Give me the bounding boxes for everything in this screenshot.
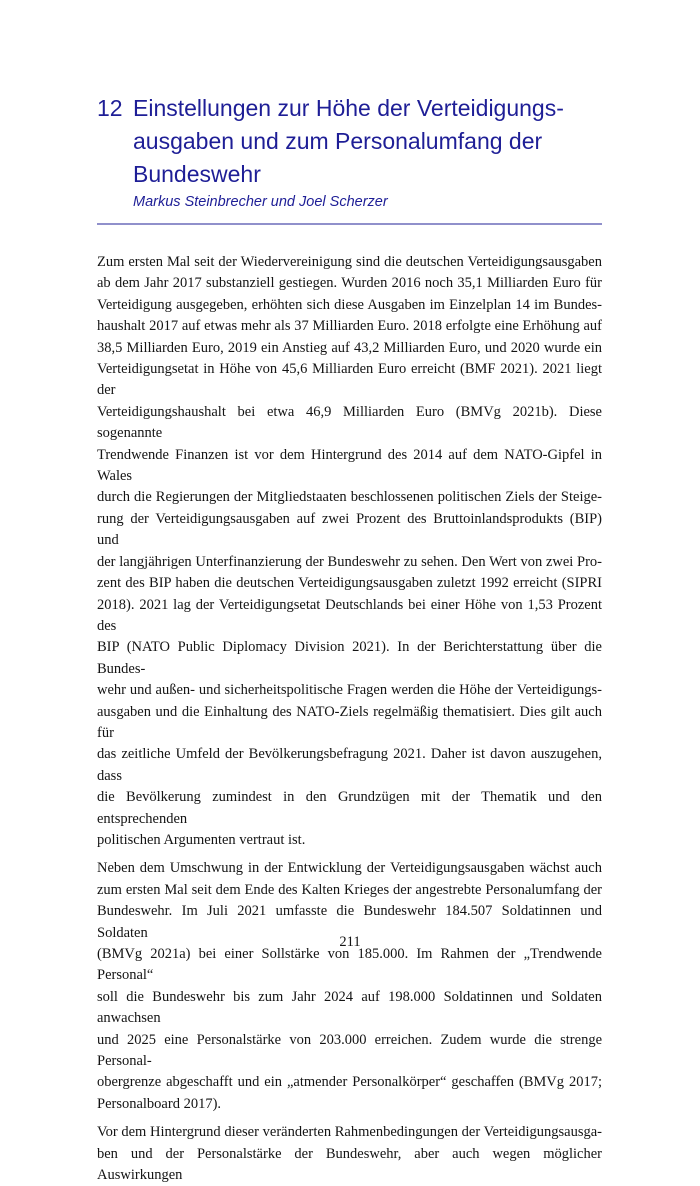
paragraph-line: ben und der Personalstärke der Bundeswehr, aber auch wegen möglicher Auswirkungen [97,1145,602,1184]
paragraph-line: politischen Argumenten vertraut ist. [97,831,306,848]
paragraph-line: 38,5 Milliarden Euro, 2019 ein Anstieg auf 43,2 Milliarden Euro, und 2020 wurde ein [97,339,602,356]
body-text [97,252,602,1186]
paragraph-line: der langjährigen Unterfinanzierung der Bundeswehr zu sehen. Den Wert von zwei Pro- [97,553,602,570]
paragraph-line: haushalt 2017 auf etwas mehr als 37 Milliarden Euro. 2018 erfolgte eine Erhöhung auf [97,318,602,335]
chapter-number: 12 [97,95,123,121]
paragraph-line: das zeitliche Umfeld der Bevölkerungsbefragung 2021. Daher ist davon auszugehen, dass [97,746,602,784]
paragraph-line: ausgaben und die Einhaltung des NATO-Ziels regelmäßig thematisiert. Dies gilt auch für [97,703,602,741]
paragraph-line: Vor dem Hintergrund dieser veränderten Rahmenbedingungen der Verteidigungsausga- [97,1124,602,1141]
chapter-title-line: Bundeswehr [133,161,261,187]
paragraph-line: zent des BIP haben die deutschen Verteidigungsausgaben zuletzt 1992 erreicht (SIPRI [97,575,602,592]
chapter-title-line: ausgaben und zum Personalumfang der [133,128,543,154]
paragraph-line: soll die Bundeswehr bis zum Jahr 2024 auf 198.000 Soldatinnen und Soldaten anwachsen [97,988,602,1027]
paragraph-line: BIP (NATO Public Diplomacy Division 2021). In der Berichterstattung über die Bundes- [97,639,602,677]
paragraph-line: durch die Regierungen der Mitgliedstaaten beschlossenen politischen Ziels der Steige- [97,489,602,506]
paragraph-line: rung der Verteidigungsausgaben auf zwei Prozent des Bruttoinlandsprodukts (BIP) und [97,510,602,549]
chapter-title-line: Einstellungen zur Höhe der Verteidigungs- [133,95,564,121]
paragraph-line: Neben dem Umschwung in der Entwicklung der Verteidigungsausgaben wächst auch [97,860,602,877]
paragraph-line: zum ersten Mal seit dem Ende des Kalten Krieges der angestrebte Personalumfang der [97,881,602,898]
paragraph-line: obergrenze abgeschafft und ein „atmender Personalkörper“ geschaffen (BMVg 2017; [97,1074,602,1091]
authors-byline: Markus Steinbrecher und Joel Scherzer [133,194,388,210]
paragraph-line: Verteidigungshaushalt bei etwa 46,9 Milliarden Euro (BMVg 2021b). Diese sogenannte [97,403,602,442]
paragraph [97,1122,602,1186]
paragraph-line: (BMVg 2021a) bei einer Sollstärke von 185.000. Im Rahmen der „Trendwende Personal“ [97,946,602,984]
paragraph-line: Personalboard 2017). [97,1095,222,1112]
paragraph-line: Zum ersten Mal seit der Wiedervereinigung sind die deutschen Verteidigungsausgaben [97,254,602,270]
paragraph-line: Verteidigung ausgegeben, erhöhten sich diese Ausgaben im Einzelplan 14 im Bundes- [97,296,602,313]
heading-divider-rule [97,223,602,225]
paragraph-line: 2018). 2021 lag der Verteidigungsetat Deutschlands bei einer Höhe von 1,53 Prozent des [97,596,602,634]
paragraph-line: die Bevölkerung zumindest in den Grundzügen mit der Thematik und den entsprechenden [97,789,602,827]
paragraph-line: wehr und außen- und sicherheitspolitische Fragen werden die Höhe der Verteidigungs- [97,682,602,699]
paragraph-line: ab dem Jahr 2017 substanziell gestiegen. Wurden 2016 noch 35,1 Milliarden Euro für [97,275,602,292]
chapter-title [133,92,630,191]
paragraph-line: Trendwende Finanzen ist vor dem Hintergrund des 2014 auf dem NATO-Gipfel in Wales [97,446,602,485]
paragraph-line: und 2025 eine Personalstärke von 203.000 erreichen. Zudem wurde die strenge Personal- [97,1031,602,1070]
paragraph [97,252,602,851]
paragraph-line: Verteidigungsetat in Höhe von 45,6 Milliarden Euro erreicht (BMF 2021). 2021 liegt der [97,361,602,399]
chapter-heading [97,92,630,191]
paragraph [97,858,602,1115]
page-number: 211 [339,934,361,950]
paragraph-line: Bundeswehr. Im Juli 2021 umfasste die Bundeswehr 184.507 Soldatinnen und Soldaten [97,903,602,941]
